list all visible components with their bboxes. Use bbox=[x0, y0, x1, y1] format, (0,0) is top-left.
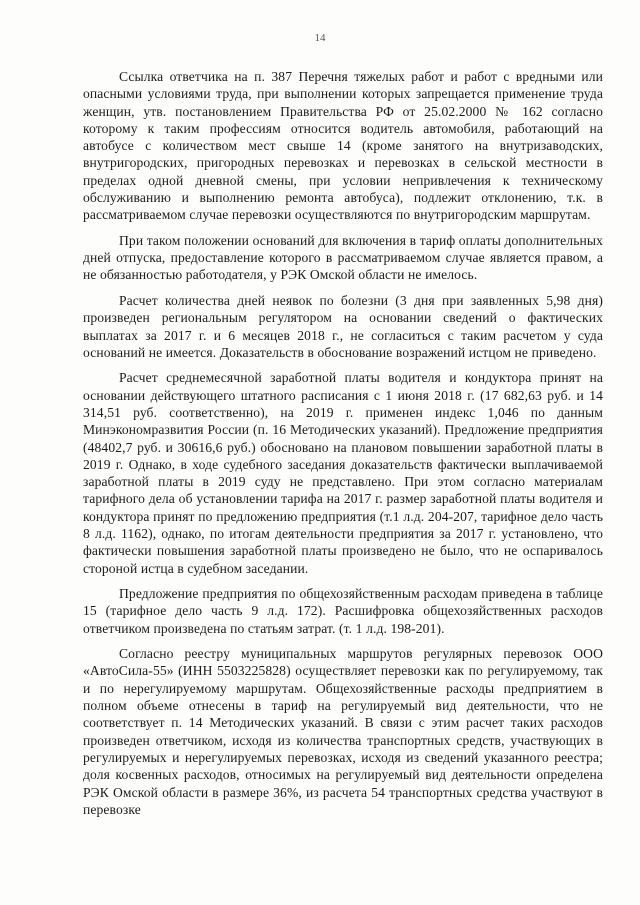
paragraph: Предложение предприятия по общехозяйственным расходам приведена в таблице 15 (тарифное дело часть 9 л.д. 172). Расшифровка общехозяйственных расходов ответчиком произведена по статьям затрат. (т. 1 л.д. 198-201). bbox=[83, 586, 603, 636]
paragraph: Согласно реестру муниципальных маршрутов регулярных перевозок ООО «АвтоСила-55» (ИНН 5503225828) осуществляет перевозки как по регулируемому, так и по нерегулируемому маршрутам. Общехозяйственные расходы предприятием в полном объеме отнесены в тариф на регулируемый вид деятельности, что не соответствует п. 14 Методических указаний. В связи с этим расчет таких расходов произведен ответчиком, исходя из количества транспортных средств, участвующих в регулируемых и нерегулируемых перевозках, исходя из сведений указанного реестра; доля косвенных расходов, относимых на регулируемый вид деятельности определена РЭК Омской области в размере 36%, из расчета 54 транспортных средства участвуют в перевозке bbox=[83, 646, 603, 817]
document-body bbox=[83, 68, 603, 826]
paragraph: Ссылка ответчика на п. 387 Перечня тяжелых работ и работ с вредными или опасными условиями труда, при выполнении которых запрещается применение труда женщин, утв. постановлением Правительства РФ от 25.02.2000 № 162 согласно которому к таким профессиям относится водитель автомобиля, работающий на автобусе с количеством мест свыше 14 (кроме занятого на внутризаводских, внутригородских, пригородных перевозках и перевозках в сельской местности в пределах одной дневной смены, при условии непривлечения к техническому обслуживанию и выполнению ремонта автобуса), подлежит отклонению, т.к. в рассматриваемом случае перевозки осуществляются по внутригородским маршрутам. bbox=[83, 69, 603, 223]
paragraph: При таком положении оснований для включения в тариф оплаты дополнительных дней отпуска, предоставление которого в рассматриваемом случае является правом, а не обязанностью работодателя, у РЭК Омской области не имелось. bbox=[83, 232, 603, 283]
page-number: 14 bbox=[314, 32, 326, 44]
paragraph: Расчет среднемесячной заработной платы водителя и кондуктора принят на основании действующего штатного расписания с 1 июня 2018 г. (17 682,63 руб. и 14 314,51 руб. соответственно), на 2019 г. применен индекс 1,046 по данным Минэкономразвития России (п. 16 Методических указаний). Предложение предприятия (48402,7 руб. и 30616,6 руб.) обосновано на плановом повышении заработной платы в 2019 г. Однако, в ходе судебного заседания доказательств фактически выплачиваемой заработной платы в 2019 суду не представлено. При этом согласно материалам тарифного дела об установлении тарифа на 2017 г. размер заработной платы водителя и кондуктора принят по предложению предприятия (т.1 л.д. 204-207, тарифное дело часть 8 л.д. 1162), однако, по итогам деятельности предприятия за 2017 г. установлено, что фактически повышения заработной платы произведено не было, что не оспаривалось стороной истца в судебном заседании. bbox=[83, 370, 603, 576]
paragraph: Расчет количества дней неявок по болезни (3 дня при заявленных 5,98 дня) произведен региональным регулятором на основании сведений о фактических выплатах за 2017 г. и 6 месяцев 2018 г., не согласиться с таким расчетом у суда оснований не имеется. Доказательств в обоснование возражений истцом не приведено. bbox=[83, 292, 603, 360]
